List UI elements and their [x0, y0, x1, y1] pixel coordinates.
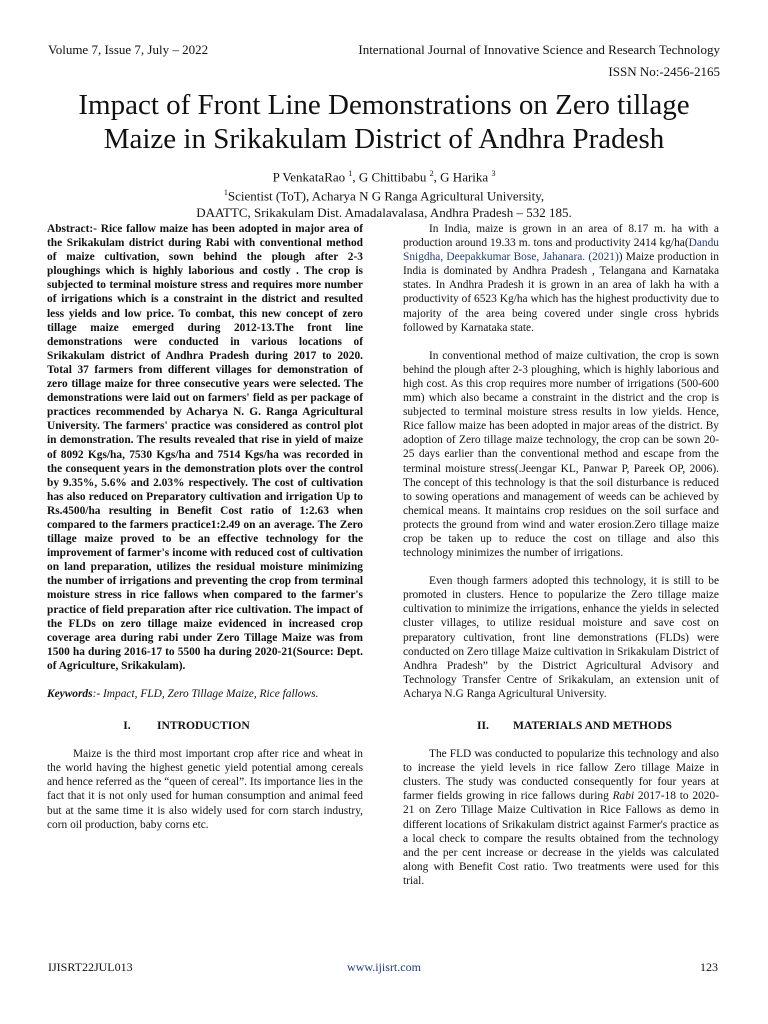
- affiliation-line: DAATTC, Srikakulam Dist. Amadalavalasa, Andhra Pradesh – 532 185.: [196, 204, 572, 220]
- affiliation-mark: 1: [348, 169, 353, 178]
- footer-url-wrap: [0, 960, 768, 975]
- body-paragraph: In conventional method of maize cultivation, the crop is sown behind the plough after 2-3 ploughing, which is highly laborious and high cost. As this crop requires more number of irrigations (500-600 mm) which also became a constraint in the district and the crop is subjected to terminal moisture stress results in low yields. Hence, Rice fallow maize has been adopted in major areas of the district. By adoption of Zero tillage maize technology, the crop can be sown 20-25 days earlier than the conventional method and escape from the terminal moisture stress(.Jeengar KL, Panwar P, Pareek OP, 2006). The concept of this technology is that the soil disturbance is reduced to sowing operations and management of weeds can be achieved by chemical means. It maintains crop residues on the soil surface and protects the ground from wind and water erosion.Zero tillage maize crop be taken up to reduce the cost on tillage and also this technology minimizes the number of irrigations.: [403, 349, 719, 560]
- author-line: [40, 166, 728, 185]
- methods-paragraph: The FLD was conducted to popularize this technology and also to increase the yield levels in rice fallow Zero tillage Maize in clusters. The study was conducted consequently for four years at farmer fields growing in rice fallows during Rabi 2017-18 to 2020-21 on Zero Tillage Maize Cultivation in Rice Fallows as demo in different locations of Srikakulam district against Farmer's practice as a local check to compare the results obtained from the technology and the per cent increase or decrease in the yields was calculated along with Benefit Cost ratio. Two treatments were used for this trial.: [403, 748, 719, 887]
- author-name: , G Chittibabu: [352, 169, 427, 185]
- keywords: Keywords:- Impact, FLD, Zero Tillage Maize, Rice fallows.: [47, 688, 319, 700]
- left-column: [47, 222, 363, 832]
- affiliation-line: $^1$Scientist (ToT), Acharya N G Ranga Agricultural University,: [223, 188, 545, 204]
- author-name: , G Harika: [433, 169, 489, 185]
- journal-url-link[interactable]: www.ijisrt.com: [347, 960, 421, 974]
- abstract: Abstract:- Rice fallow maize has been adopted in major area of the Srikakulam district during Rabi with conventional method of maize cultivation, sown behind the plough after 2-3 ploughings which is highly laborious and costly . The crop is subjected to terminal moisture stress and requires more number of irrigations which is a constraint in the district and resulted less yields and low price. To combat, this new concept of zero tillage maize emerged during 2012-13.The front line demonstrations were conducted in various locations of Srikakulam district of Andhra Pradesh during 2017 to 2020. Total 37 farmers from different villages for demonstration of zero tillage maize for three consecutive years were selected. The demonstrations were laid out on farmers' field as per package of practices recommended by Acharya N. G. Ranga Agricultural University. The farmers' practice was considered as control plot in demonstration. The results revealed that rise in yield of maize of 8092 Kgs/ha, 7530 Kgs/ha and 7514 Kgs/ha was recorded in the consequent years in the demonstration plots over the control by 9.35%, 5.6% and 2.03% respectively. The cost of cultivation has also reduced on Preparatory cultivation and irrigation Up to Rs.4500/ha resulting in Benefit Cost ratio of 1:2.63 when compared to the farmers practice1:2.49 on an average. The Zero tillage maize proved to be an effective technology for the improvement of farmer's income with reduced cost of cultivation on land preparation, utilizes the residual moisture minimizing the number of irrigations and preventing the crop from terminal moisture stress in rice fallows when compared to the farmer's practice of field preparation after rice cultivation. The impact of the FLDs on zero tillage maize evidenced in increased crop coverage area during rabi under Zero Tillage Maize was from 1500 ha during 2016-17 to 5500 ha during 2020-21(Source: Dept. of Agriculture, Srikakulam).: [47, 223, 363, 672]
- author-block: [40, 166, 728, 221]
- issn: ISSN No:-2456-2165: [608, 64, 720, 79]
- body-paragraph: Even though farmers adopted this technology, it is still to be promoted in clusters. Hence to popularize the Zero tillage maize cultivation to minimize the irrigations, enhance the yields in selected cluster villages, to utilize residual moisture and save cost on preparatory cultivation, front line demonstrations (FLDs) were conducted on Zero tillage Maize cultivation in Srikakulam District of Andhra Pradesh” by the District Agricultural Advisory and Technology Transfer Centre of Srikakulam, an extension unit of Acharya N.G Ranga Agricultural University.: [403, 575, 720, 700]
- section-heading-introduction: I. INTRODUCTION: [123, 719, 250, 733]
- paper-id: IJISRT22JUL013: [48, 960, 133, 974]
- author-name: P VenkataRao: [272, 169, 346, 185]
- section-heading-methods: II. MATERIALS AND METHODS: [477, 719, 672, 732]
- volume-info: Volume 7, Issue 7, July – 2022: [48, 42, 209, 57]
- affiliation-mark: 2: [429, 169, 434, 178]
- right-column: [403, 222, 719, 888]
- page-number: 123: [700, 960, 718, 974]
- paper-title: Impact of Front Line Demonstrations on Zero tillage Maize in Srikakulam District of Andhra Pradesh: [78, 89, 690, 155]
- intro-paragraph: Maize is the third most important crop after rice and wheat in the world having the highest genetic yield potential among cereals and hence referred as the “queen of cereal”. Its importance lies in the fact that it is not only used for human consumption and animal feed but at the same time it is also widely used for corn starch industry, corn oil production, baby corns etc.: [47, 748, 363, 831]
- citation-link[interactable]: Dandu Snigdha, Deepakkumar Bose, Jahanara. (2021): [403, 237, 719, 264]
- affiliation-mark: 3: [491, 169, 496, 178]
- body-paragraph: In India, maize is grown in an area of 8.17 m. ha with a production around 19.33 m. tons and productivity 2414 kg/ha(Dandu Snigdha, Deepakkumar Bose, Jahanara. (2021)) Maize production in India is dominated by Andhra Pradesh , Telangana and Karnataka states. In Andhra Pradesh it is grown in an area of lakh ha with a productivity of 6523 Kg/ha which has the highest productivity due to majority of the area being covered under single cross hybrids followed by Karnataka state.: [403, 223, 719, 334]
- journal-name: International Journal of Innovative Science and Research Technology: [358, 42, 720, 57]
